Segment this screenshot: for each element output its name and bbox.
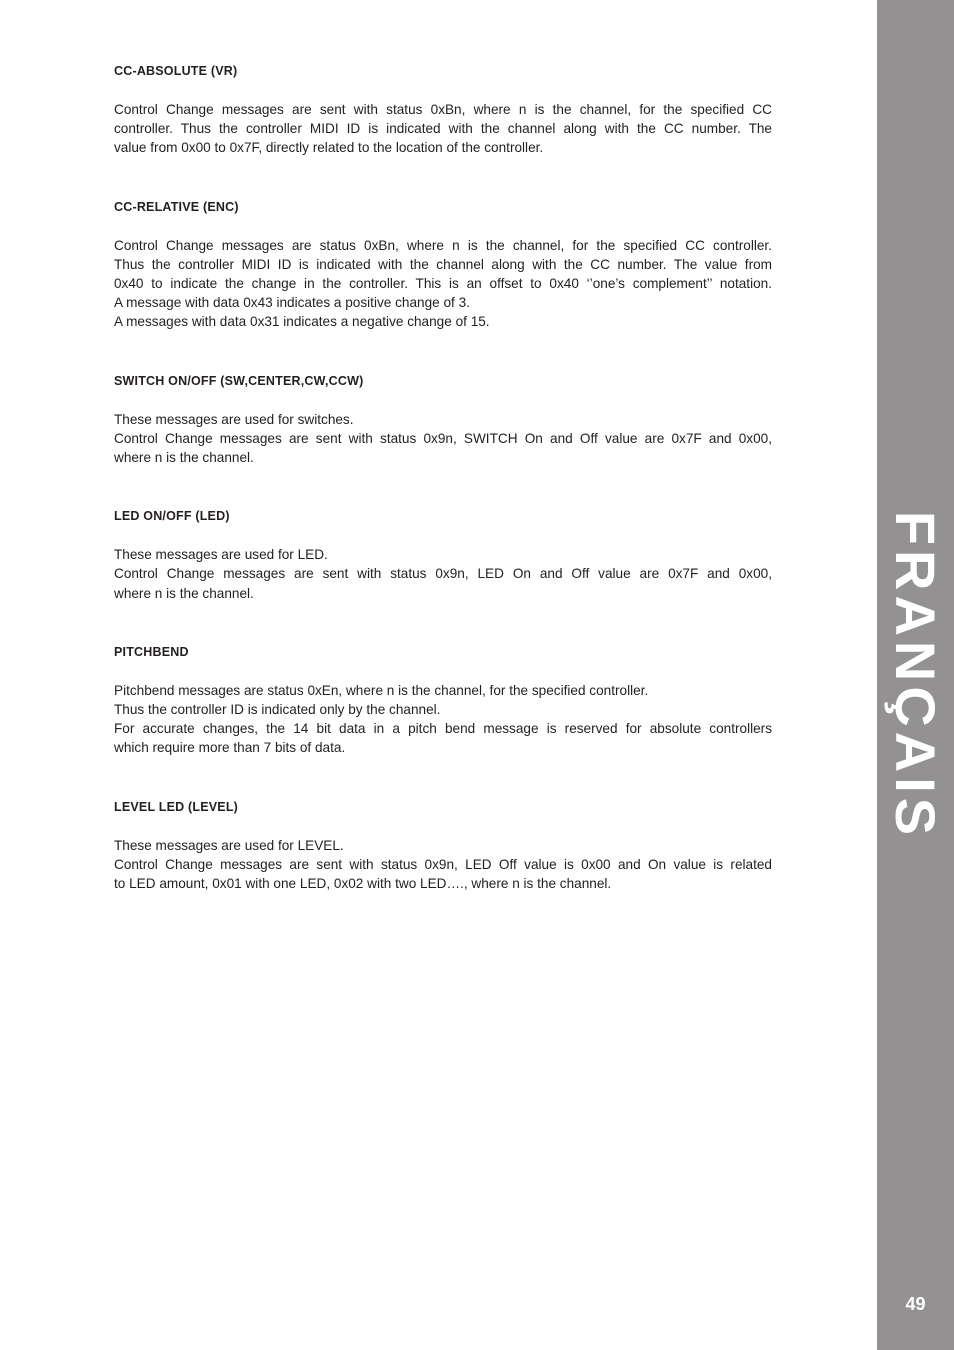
body-line: For accurate changes, the 14 bit data in a pitch bend message is reserved for absolute controllers	[114, 721, 772, 737]
section-heading: CC-RELATIVE (ENC)	[114, 199, 239, 214]
section-level-led	[114, 798, 772, 894]
section-led-on-off	[114, 507, 772, 603]
body-line: Control Change messages are sent with status 0xBn, where n is the channel, for the specified CC	[114, 102, 772, 117]
body-line: Thus the controller ID is indicated only by the channel.	[114, 702, 441, 718]
section-switch-on-off	[114, 372, 772, 468]
language-tab	[877, 510, 954, 840]
body-line: controller. Thus the controller MIDI ID is indicated with the channel along with the CC number. The	[114, 121, 772, 137]
body-line: where n is the channel.	[114, 585, 254, 601]
section-body	[114, 545, 772, 603]
language-label: FRANÇAIS	[884, 510, 948, 840]
section-heading: PITCHBEND	[114, 644, 189, 659]
body-line: to LED amount, 0x01 with one LED, 0x02 with two LED…., where n is the channel.	[114, 876, 612, 892]
section-heading: LEVEL LED (LEVEL)	[114, 799, 239, 814]
body-line: Control Change messages are sent with status 0x9n, LED On and Off value are 0x7F and 0x00,	[114, 566, 772, 582]
body-line: where n is the channel.	[114, 450, 254, 466]
section-body	[114, 236, 772, 332]
body-line: Control Change messages are sent with status 0x9n, LED Off value is 0x00 and On value is related	[114, 856, 772, 872]
body-line: A message with data 0x43 indicates a positive change of 3.	[114, 295, 470, 311]
body-line: value from 0x00 to 0x7F, directly related to the location of the controller.	[114, 140, 544, 156]
body-line: These messages are used for LED.	[114, 547, 328, 563]
body-line: These messages are used for LEVEL.	[114, 837, 344, 853]
section-heading: LED ON/OFF (LED)	[114, 509, 230, 524]
section-cc-relative	[114, 198, 772, 332]
body-line: Control Change messages are sent with status 0x9n, SWITCH On and Off value are 0x7F and 0x00,	[114, 430, 772, 446]
body-line: Thus the controller MIDI ID is indicated with the channel along with the CC number. The value from	[114, 256, 772, 272]
section-body	[114, 836, 772, 894]
body-line: which require more than 7 bits of data.	[114, 740, 346, 756]
section-heading: CC-ABSOLUTE (VR)	[114, 64, 238, 78]
body-line: These messages are used for switches.	[114, 411, 354, 427]
section-body	[114, 410, 772, 468]
body-line: 0x40 to indicate the change in the controller. This is an offset to 0x40 ‘’one’s complement’’ notation.	[114, 276, 772, 292]
section-body	[114, 681, 772, 758]
section-heading: SWITCH ON/OFF (SW,CENTER,CW,CCW)	[114, 373, 364, 388]
section-cc-absolute	[114, 62, 772, 158]
section-pitchbend	[114, 643, 772, 758]
body-line: Pitchbend messages are status 0xEn, where n is the channel, for the specified controller.	[114, 682, 649, 698]
body-line: A messages with data 0x31 indicates a negative change of 15.	[114, 314, 490, 330]
main-content	[114, 62, 772, 933]
body-line: Control Change messages are status 0xBn, where n is the channel, for the specified CC controller.	[114, 237, 772, 253]
section-body	[114, 100, 772, 158]
page-number: 49	[905, 1294, 926, 1314]
